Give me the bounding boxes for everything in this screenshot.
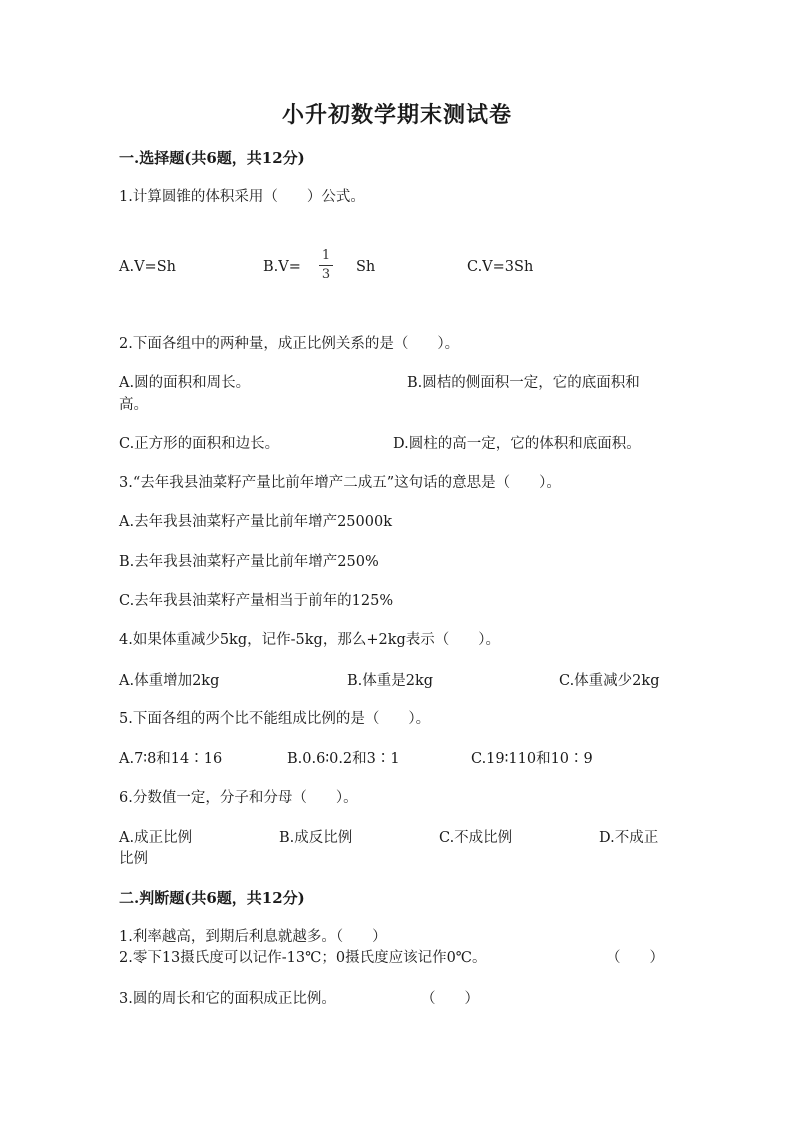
question-6-option-a: A.成正比例 [119,830,193,846]
question-2-option-a: A.圆的面积和周长。 [119,375,251,391]
question-2-option-c: C.正方形的面积和边长。 [119,436,280,452]
question-3-stem: 3.“去年我县油菜籽产量比前年增产二成五”这句话的意思是（ ）。 [119,475,561,491]
question-5-option-c: C.19∶110和10∶9 [471,751,593,767]
question-6-option-d-line1: D.不成正 [599,830,659,846]
judgement-3: 3.圆的周长和它的面积成正比例。 [119,991,336,1007]
question-1-option-c: C.V=3Sh [467,259,534,275]
question-1-option-b-suffix: Sh [356,259,376,275]
fraction-one-third [318,249,334,282]
question-2-option-b-line1: B.圆桔的侧面积一定，它的底面积和 [407,375,640,391]
question-1-stem: 1.计算圆锥的体积采用（ ）公式。 [119,189,365,205]
section-heading-judgement: 二.判断题(共6题，共12分) [119,889,305,907]
fraction-bar [319,265,333,266]
question-6-option-b: B.成反比例 [279,830,353,846]
question-1-option-b-prefix: B.V= [263,259,301,275]
section-heading-choice: 一.选择题(共6题，共12分) [119,149,305,167]
judgement-1: 1.利率越高，到期后利息就越多。（ ） [119,929,387,945]
question-5-option-a: A.7∶8和14∶16 [119,751,223,767]
question-4-option-a: A.体重增加2kg [119,673,220,689]
question-6-stem: 6.分数值一定，分子和分母（ ）。 [119,790,358,806]
question-2-option-d: D.圆柱的高一定，它的体积和底面积。 [393,436,641,452]
page-title: 小升初数学期末测试卷 [281,102,512,128]
question-3-option-a: A.去年我县油菜籽产量比前年增产25000k [119,514,392,530]
question-5-stem: 5.下面各组的两个比不能组成比例的是（ ）。 [119,711,431,727]
judgement-2-answer-blank: （ ） [606,950,664,966]
judgement-2: 2.零下13摄氏度可以记作-13℃；0摄氏度应该记作0℃。 [119,950,487,966]
question-4-stem: 4.如果体重减少5kg，记作-5kg，那么+2kg表示（ ）。 [119,632,501,648]
question-3-option-c: C.去年我县油菜籽产量相当于前年的125% [119,593,394,609]
fraction-denominator: 3 [321,267,331,282]
question-2-option-b-line2: 高。 [119,397,148,413]
question-2-stem: 2.下面各组中的两种量，成正比例关系的是（ ）。 [119,336,460,352]
fraction-numerator: 1 [321,248,331,263]
question-4-option-c: C.体重减少2kg [559,673,660,689]
question-6-option-c: C.不成比例 [439,830,513,846]
question-5-option-b: B.0.6∶0.2和3∶1 [287,751,400,767]
judgement-3-answer-blank: （ ） [421,991,479,1007]
question-1-option-a: A.V=Sh [119,259,176,275]
question-6-option-d-line2: 比例 [119,851,148,867]
question-4-option-b: B.体重是2kg [347,673,434,689]
question-3-option-b: B.去年我县油菜籽产量比前年增产250% [119,554,379,570]
